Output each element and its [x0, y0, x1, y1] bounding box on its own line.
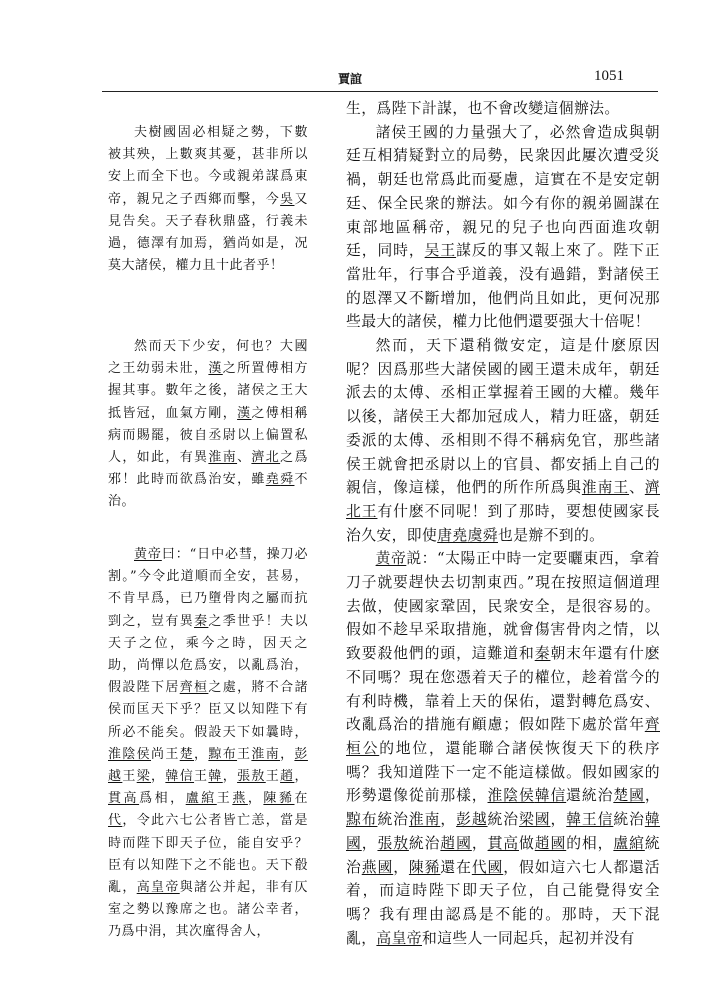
proper-name: 齊桓 [179, 680, 209, 696]
text-run: 説：“太陽正中時一定要曬東西，拿着刀子就要趕快去切割東西。”現在按照這個道理去做，使國家鞏固，民衆安全，是很容易的。假如不趁早采取措施，就會傷害骨肉之情，以致要殺他們的頭，這難道和 [346, 550, 660, 663]
proper-name: 吳 [280, 191, 295, 207]
translation-paragraph [346, 334, 660, 547]
text-run: 的相， [566, 834, 614, 852]
proper-name: 燕國 [361, 858, 394, 876]
text-run: 統治 [613, 811, 645, 829]
proper-name: 趙國 [534, 834, 567, 852]
proper-name: 淮南 [251, 746, 281, 762]
text-run: 生，爲陛下計謀，也不會改變這個辦法。 [346, 100, 620, 117]
text-run: ， [194, 746, 209, 762]
proper-name: 舜 [280, 472, 295, 488]
text-run: 謀反的事又報上來了。陛下正當壯年，行事合乎道義，没有過錯，對諸侯王的恩澤又不斷增加，他們尚且如此，更何况那些最大的諸侯，權力比他們還要强大十倍呢！ [346, 242, 660, 331]
text-run: 爲相， [139, 791, 186, 807]
proper-name: 虞舜 [467, 526, 498, 544]
original-paragraph [108, 336, 308, 514]
translation-paragraph [346, 121, 660, 334]
proper-name: 黄帝 [134, 547, 162, 562]
proper-name: 淮陰侯 [487, 787, 535, 805]
text-run: 與諸公并起，非有仄室之勢以豫席之也。諸公幸者，乃爲中涓，其次廑得舍人， [108, 880, 308, 940]
proper-name: 韓國 [346, 811, 661, 852]
text-run: ， [222, 769, 238, 785]
proper-name: 趙 [280, 769, 295, 785]
proper-name: 漢 [237, 405, 252, 421]
proper-name: 漢 [208, 361, 223, 377]
proper-name: 韓信 [534, 787, 567, 805]
text-run: 諸侯王國的力量强大了，必然會造成與朝廷互相猜疑對立的局勢，民衆因此屢次遭受災禍，朝廷也常爲此而憂慮，這實在不是安定朝廷、保全民衆的辦法。如今有你的親弟圖謀在東部地區稱帝，親兄的兒子也向西面進攻朝廷，同時， [346, 123, 660, 260]
proper-name: 代 [108, 813, 123, 829]
translation-column [346, 97, 660, 950]
text-run: 也是辦不到的。 [498, 526, 605, 544]
text-run: 、 [629, 479, 645, 497]
text-run: 做 [519, 834, 535, 852]
text-run: ，假如這六七人都還活着，而這時陛下即天子位，自己能覺得安全嗎？我有理由認爲是不能的。那時，天下混亂， [346, 858, 660, 947]
text-run: 和這些人一同起兵，起初并没有 [422, 929, 635, 947]
text-run: 之爲邪！此時而欲爲治安，雖 [108, 450, 308, 488]
proper-name: 濟北 [251, 450, 281, 466]
original-text-block-2 [108, 336, 308, 514]
text-run: 王 [216, 791, 233, 807]
original-text-block-1 [108, 122, 308, 277]
text-run: ， [393, 858, 409, 876]
proper-name: 韓 [208, 769, 223, 785]
proper-name: 韓信 [165, 769, 195, 785]
proper-name: 梁國 [519, 811, 551, 829]
text-run: 不治。 [108, 472, 308, 510]
text-run: 然而天下少安，何也？大國之王幼弱未壯， [108, 339, 308, 377]
text-run: 然而，天下還稍微安定，這是什麽原因呢？因爲那些大諸侯國的國王還未成年，朝廷派去的太傅、丞相正掌握着王國的大權。幾年以後，諸侯王大都加冠成人，精力旺盛，朝廷委派的太傅、丞相則不得不稱病免官，那些諸侯王就會把丞尉以上的官員、都安插上自己的親信，像這樣，他們的所作所爲與 [346, 337, 660, 497]
text-run: 朝末年還有什麽不同嗎？現在您憑着天子的權位，趁着當今的有利時機，靠着上天的保佑，還對轉危爲安、改亂爲治的措施有顧慮；假如陛下處於當年 [346, 645, 660, 734]
original-paragraph [108, 122, 308, 277]
proper-name: 淮南 [208, 450, 238, 466]
text-run: 之所置傅相方握其事。數年之後，諸侯之王大抵皆冠，血氣方剛， [108, 361, 308, 421]
proper-name: 代國 [471, 858, 504, 876]
proper-name: 堯 [265, 472, 281, 488]
text-run: 統治 [346, 834, 661, 876]
text-run: ， [550, 811, 567, 829]
proper-name: 彭越 [108, 746, 308, 785]
text-run: 之季世乎！夫以天子之位，乘今之時，因天之助，尚憚以危爲安，以亂爲治，假設陛下居 [108, 613, 308, 696]
proper-name: 吴王 [424, 242, 457, 260]
text-run: ， [644, 787, 661, 805]
header-rule [102, 91, 658, 92]
proper-name: 韓王信 [566, 811, 614, 829]
proper-name: 高皇帝 [376, 929, 422, 947]
proper-name: 濟北王 [346, 479, 660, 520]
text-run: 王 [194, 769, 209, 785]
proper-name: 高皇帝 [136, 880, 180, 896]
proper-name: 燕 [232, 791, 248, 807]
text-run: 夫樹國固必相疑之勢，下數被其殃，上數爽其憂，甚非所以安上而全下也。今或親弟謀爲東帝，親兄之子西鄉而擊，今 [108, 125, 308, 207]
translation-paragraph [346, 97, 660, 121]
text-run: 王 [122, 769, 137, 785]
text-run: 統治 [377, 811, 409, 829]
proper-name: 黥布 [208, 746, 238, 762]
text-run: 在 [294, 791, 308, 807]
proper-name: 彭越 [456, 811, 488, 829]
translation-paragraph [346, 547, 660, 950]
proper-name: 張敖 [237, 769, 266, 785]
text-run: ， [294, 769, 308, 785]
original-text-block-3 [108, 544, 308, 944]
text-run: 曰：“日中必彗，操刀必割。”今令此道順而全安，甚易，不肯早爲，已乃墮骨肉之屬而抗剄之，豈有異 [108, 547, 308, 629]
proper-name: 盧綰 [613, 834, 645, 852]
text-run: 、 [237, 450, 252, 466]
text-run: ， [440, 811, 457, 829]
text-run: 王 [237, 746, 252, 762]
proper-name: 盧綰 [185, 791, 217, 807]
text-run: 之傅相稱病而賜罷，彼自丞尉以上偏置私人，如此，有異 [108, 405, 308, 466]
proper-name: 黥布 [346, 811, 378, 829]
running-title: 賈誼 [338, 72, 363, 86]
proper-name: 唐堯 [437, 526, 468, 544]
text-run: 尚王 [151, 746, 180, 762]
proper-name: 淮南 [408, 811, 441, 829]
proper-name: 梁 [136, 769, 152, 785]
text-run: 還在 [440, 858, 472, 876]
proper-name: 淮南王 [581, 479, 630, 497]
proper-name: 楚國 [613, 787, 645, 805]
proper-name: 貫高 [108, 791, 140, 807]
proper-name: 張敖 [377, 834, 409, 852]
proper-name: 黄帝 [375, 550, 407, 568]
original-paragraph [108, 544, 308, 944]
text-run: 又見告矣。天子春秋鼎盛，行義未過，德澤有加焉，猶尚如是，况莫大諸侯，權力且十此者乎！ [108, 191, 308, 274]
proper-name: 齊桓公 [346, 716, 660, 757]
proper-name: 楚 [179, 746, 195, 762]
page-header [0, 60, 716, 90]
proper-name: 淮陰侯 [108, 746, 152, 762]
text-run: 王 [265, 769, 281, 785]
text-run: ，令此六七公者皆亡恙，當是時而陛下即天子位，能自安乎？臣有以知陛下之不能也。天下殽亂， [108, 813, 308, 896]
text-run: 還統治 [566, 787, 614, 805]
text-run: ， [247, 791, 264, 807]
proper-name: 秦 [194, 613, 209, 629]
text-run: 統治 [408, 834, 441, 852]
text-run: ， [151, 769, 166, 785]
text-run: 統治 [487, 811, 519, 829]
text-run: ， [361, 834, 378, 852]
page-number: 1051 [594, 68, 624, 84]
text-run: 有什麽不同呢！到了那時，要想使國家長治久安，即使 [346, 502, 660, 544]
proper-name: 陳豨 [263, 791, 295, 807]
proper-name: 陳豨 [408, 858, 441, 876]
proper-name: 趙國 [440, 834, 472, 852]
text-run: 之處，將不合諸侯而匡天下乎？臣又以知陛下有所必不能矣。假設天下如曩時， [108, 680, 308, 740]
text-run: 的地位，還能聯合諸侯恢復天下的秩序嗎？我知道陛下一定不能這樣做。假如國家的形勢還像從前那樣， [346, 739, 660, 805]
text-run: ， [471, 834, 488, 852]
proper-name: 貫高 [487, 834, 520, 852]
text-run: ， [280, 746, 295, 762]
proper-name: 秦 [534, 645, 551, 663]
